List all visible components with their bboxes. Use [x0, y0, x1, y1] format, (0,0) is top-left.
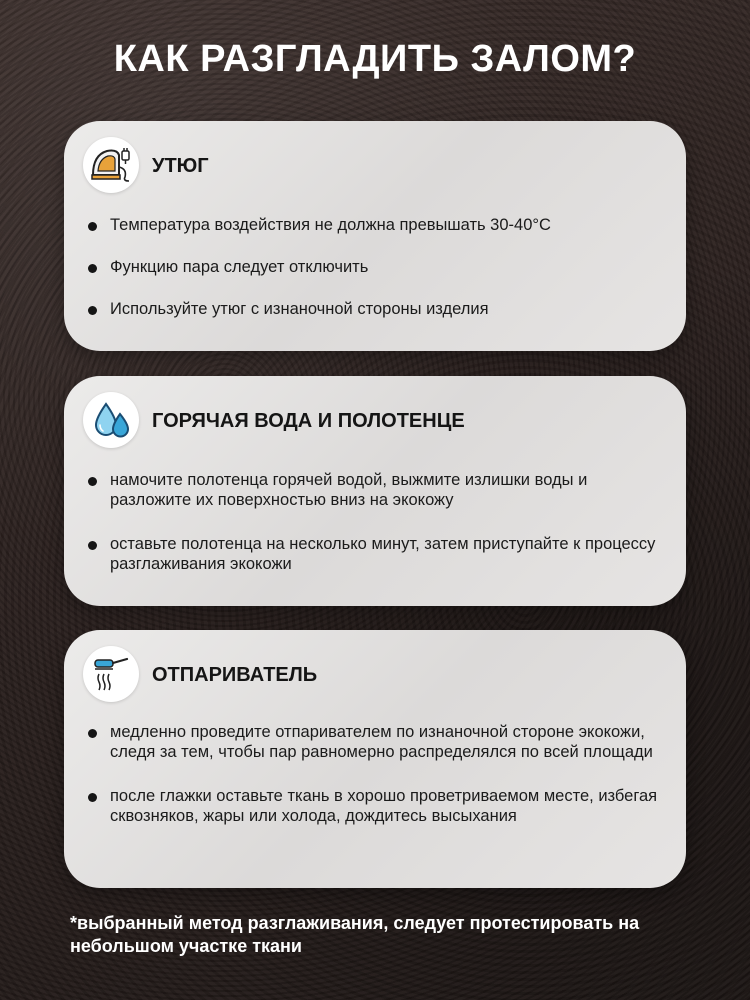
- card-title: УТЮГ: [152, 155, 209, 177]
- list-item: Используйте утюг с изнаночной стороны изделия: [88, 299, 668, 319]
- list-item: Температура воздействия не должна превышать 30-40°C: [88, 215, 668, 235]
- iron-icon: [83, 137, 139, 193]
- list-item: Функцию пара следует отключить: [88, 257, 668, 277]
- card-title: ОТПАРИВАТЕЛЬ: [152, 664, 318, 686]
- steamer-icon: [83, 646, 139, 702]
- bullet-list: [88, 215, 668, 341]
- list-item: медленно проведите отпаривателем по изнаночной стороне экокожи, следя за тем, чтобы пар равномерно распределялся по всей площади: [88, 722, 668, 762]
- card-iron: [64, 121, 686, 351]
- bullet-list: [88, 470, 668, 598]
- list-item: оставьте полотенца на несколько минут, затем приступайте к процессу разглаживания экокожи: [88, 534, 668, 574]
- bullet-list: [88, 722, 668, 850]
- page-title: КАК РАЗГЛАДИТЬ ЗАЛОМ?: [113, 38, 637, 80]
- card-hot-water: [64, 376, 686, 606]
- card-steamer: [64, 630, 686, 888]
- list-item: намочите полотенца горячей водой, выжмите излишки воды и разложите их поверхностью вниз на экокожу: [88, 470, 668, 510]
- footnote: *выбранный метод разглаживания, следует протестировать на небольшом участке ткани: [70, 913, 640, 956]
- water-drops-icon: [83, 392, 139, 448]
- card-title: ГОРЯЧАЯ ВОДА И ПОЛОТЕНЦЕ: [152, 410, 465, 432]
- list-item: после глажки оставьте ткань в хорошо проветриваемом месте, избегая сквозняков, жары или холода, дождитесь высыхания: [88, 786, 668, 826]
